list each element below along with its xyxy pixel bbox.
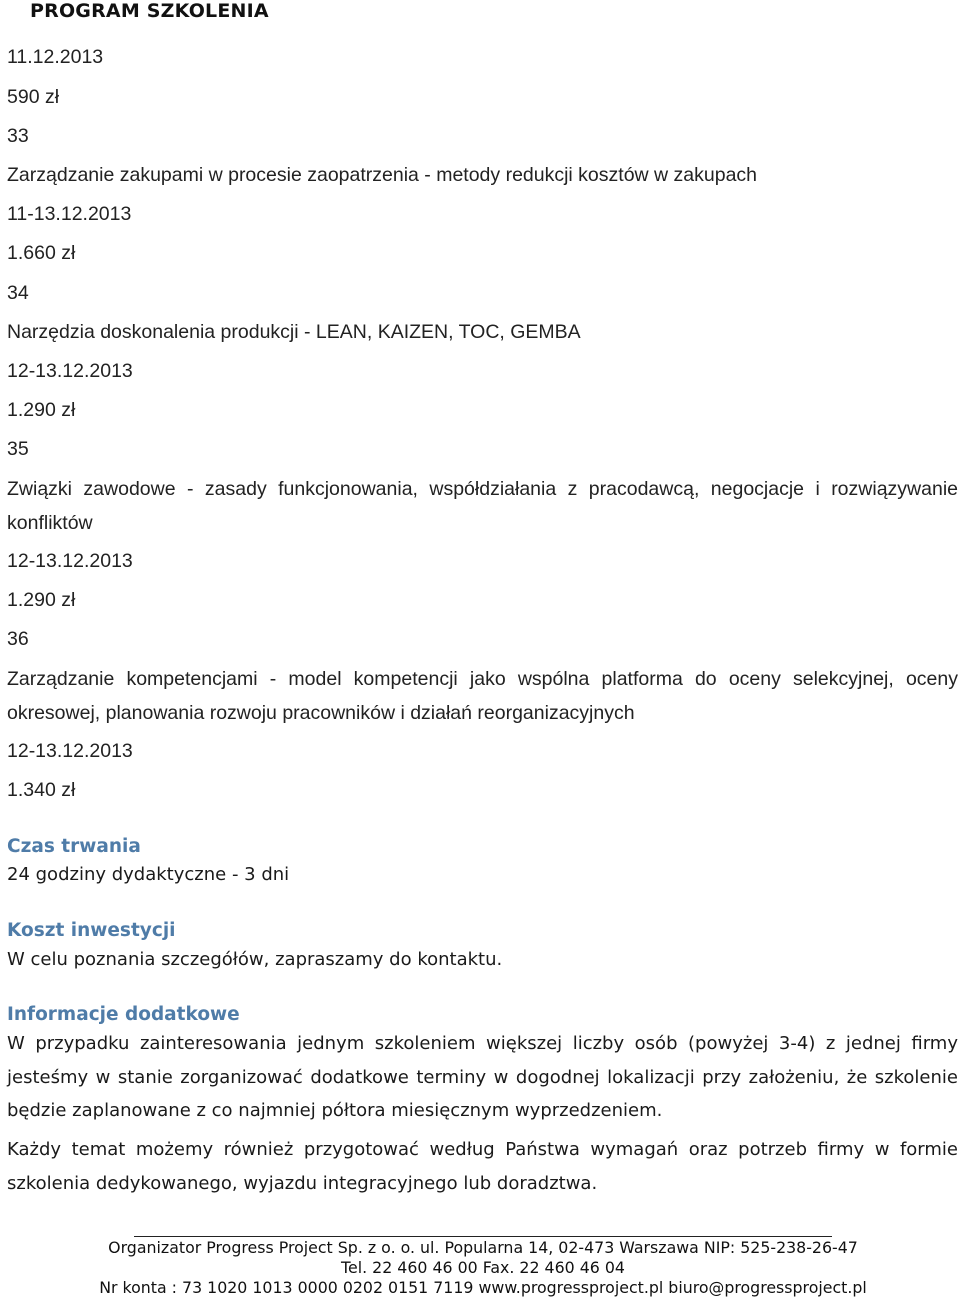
training-34-price: 1.290 zł — [7, 399, 76, 421]
additional-paragraph-1: W przypadku zainteresowania jednym szkoleniem większej liczby osób (powyżej 3-4) z jednej firmy jesteśmy w stanie zorganizować dodatkowe terminy w dogodnej lokalizacji przy założeniu, że szkolenie będzie zaplanowane z co najmniej półtora miesięcznym wyprzedzeniem. — [7, 1033, 958, 1121]
duration-heading: Czas trwania — [7, 836, 141, 857]
training-36-date: 12-13.12.2013 — [7, 740, 133, 762]
training-33-date: 11-13.12.2013 — [7, 203, 132, 225]
training-36-price: 1.340 zł — [7, 779, 76, 801]
cost-heading: Koszt inwestycji — [7, 920, 176, 941]
training-34-number: 34 — [7, 282, 29, 304]
training-34-name: Narzędzia doskonalenia produkcji - LEAN, KAIZEN, TOC, GEMBA — [7, 321, 581, 343]
top-entry-price: 590 zł — [7, 86, 60, 108]
training-35-price: 1.290 zł — [7, 589, 76, 611]
training-36-number: 36 — [7, 628, 29, 650]
training-35-name: Związki zawodowe - zasady funkcjonowania, współdziałania z pracodawcą, negocjacje i rozwiązywanie konfliktów — [7, 478, 958, 534]
training-33-name: Zarządzanie zakupami w procesie zaopatrzenia - metody redukcji kosztów w zakupach — [7, 164, 758, 186]
footer-account-line: Nr konta : 73 1020 1013 0000 0202 0151 7119 www.progressproject.pl biuro@progressproject.pl — [99, 1278, 867, 1297]
training-36-name: Zarządzanie kompetencjami - model kompetencji jako wspólna platforma do oceny selekcyjnej, oceny okresowej, planowania rozwoju pracowników i działań reorganizacyjnych — [7, 668, 958, 724]
footer-phone-line: Tel. 22 460 46 00 Fax. 22 460 46 04 — [341, 1258, 625, 1277]
duration-text: 24 godziny dydaktyczne - 3 dni — [7, 864, 290, 885]
footer-divider — [134, 1236, 832, 1237]
training-35-number: 35 — [7, 438, 29, 460]
additional-paragraph-2: Każdy temat możemy również przygotować według Państwa wymagań oraz potrzeb firmy w formie szkolenia dedykowanego, wyjazdu integracyjnego lub doradztwa. — [7, 1139, 958, 1194]
additional-heading: Informacje dodatkowe — [7, 1004, 240, 1025]
training-33-price: 1.660 zł — [7, 242, 76, 264]
footer-organizer-line: Organizator Progress Project Sp. z o. o. ul. Popularna 14, 02-473 Warszawa NIP: 525-238-26-47 — [108, 1238, 858, 1257]
cost-text: W celu poznania szczegółów, zapraszamy do kontaktu. — [7, 949, 503, 970]
training-34-date: 12-13.12.2013 — [7, 360, 133, 382]
training-35-date: 12-13.12.2013 — [7, 550, 133, 572]
page-title: PROGRAM SZKOLENIA — [30, 0, 269, 22]
top-entry-date: 11.12.2013 — [7, 46, 104, 68]
training-33-number: 33 — [7, 125, 29, 147]
